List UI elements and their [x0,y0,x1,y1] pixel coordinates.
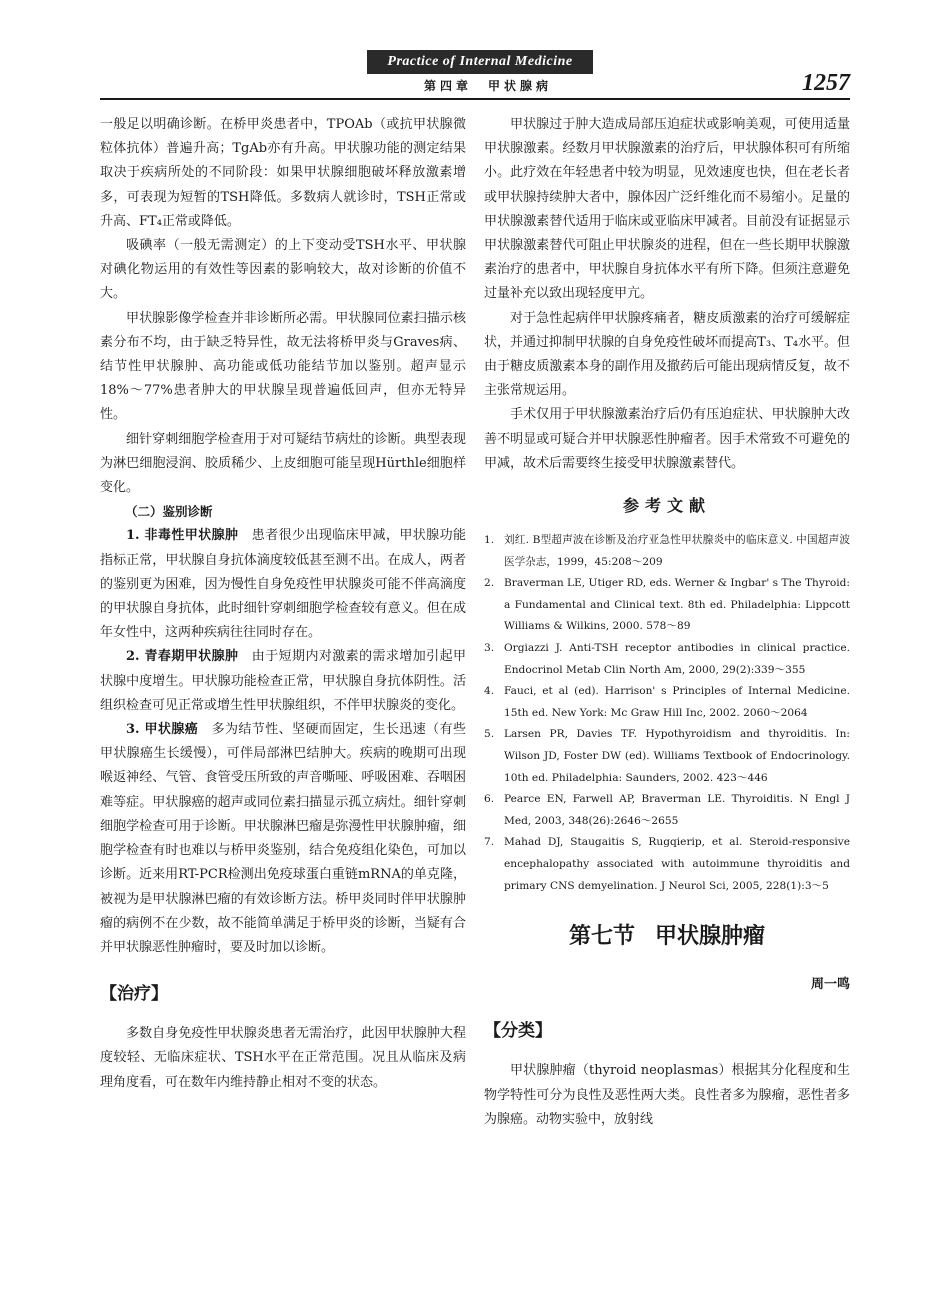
reference-item: 7. Mahad DJ, Staugaitis S, Rugqierip, et al. Steroid-responsive encephalopathy associated with autoimmune thyroiditis and primary CNS demyelination. J Neurol Sci, 2005, 228(1):3～5 [484,836,850,892]
item-title: 3. 甲状腺癌 [126,722,199,738]
diff-item-3 [100,718,466,960]
item-text: 多为结节性、坚硬而固定，生长迅速（有些甲状腺癌生长缓慢），可伴局部淋巴结肿大。疾病的晚期可出现喉返神经、气管、食管受压所致的声音嘶哑、呼吸困难、吞咽困难等症。甲状腺癌的超声或同位素扫描显示孤立病灶。细针穿刺细胞学检查可用于诊断。甲状腺淋巴瘤是弥漫性甲状腺肿瘤，细胞学检查有时也难以与桥甲炎鉴别，结合免疫组化染色，可加以诊断。近来用RT-PCR检测出免疫球蛋白重链mRNA的单克隆，被视为是甲状腺淋巴瘤的有效诊断方法。桥甲炎同时伴甲状腺肿瘤的病例不在少数，故不能简单满足于桥甲炎的诊断，当疑有合并甲状腺恶性肿瘤时，要及时加以诊断。 [100,722,466,955]
reference-item: 2. Braverman LE, Utiger RD, eds. Werner & Ingbar' s The Thyroid: a Fundamental and Clinical text. 8th ed. Philadelphia: Lippcott Williams & Wilkins, 2000. 578～89 [484,577,850,633]
item-text: 由于短期内对激素的需求增加引起甲状腺中度增生。甲状腺功能检查正常，甲状腺自身抗体阴性。活组织检查可见正常或增生性甲状腺组织，不伴甲状腺炎的变化。 [100,649,466,713]
subheading-differential: （二）鉴别诊断 [125,504,213,520]
classification-heading: 【分类】 [484,1021,552,1042]
paragraph: 吸碘率（一般无需测定）的上下变动受TSH水平、甲状腺对碘化物运用的有效性等因素的影响较大，故对诊断的价值不大。 [100,238,466,302]
journal-banner: Practice of Internal Medicine [367,50,593,74]
diff-item-2 [100,645,466,718]
references-heading: 参考文献 [622,496,711,516]
diff-item-1 [100,524,466,645]
paragraph: 多数自身免疫性甲状腺炎患者无需治疗，此因甲状腺肿大程度较轻、无临床症状、TSH水平在正常范围。况且从临床及病理角度看，可在数年内维持静止相对不变的状态。 [100,1026,466,1090]
chapter-title: 第四章 甲状腺病 [423,79,552,93]
reference-item: 3. Orgiazzi J. Anti-TSH receptor antibodies in clinical practice. Endocrinol Metab Clin North Am, 2000, 29(2):339～355 [484,642,850,676]
section-number: 第七节 [568,924,635,950]
item-title: 1. 非毒性甲状腺肿 [126,528,239,544]
treatment-heading: 【治疗】 [100,984,168,1005]
page-number: 1257 [802,70,850,96]
right-column [484,113,850,1132]
item-text: 患者很少出现临床甲减，甲状腺功能指标正常，甲状腺自身抗体滴度较低甚至测不出。在成人，两者的鉴别更为困难，因为慢性自身免疫性甲状腺炎可能不伴高滴度的甲状腺自身抗体，此时细针穿刺细胞学检查较有意义。但在成年女性中，这两种疾病往往同时存在。 [100,528,466,641]
reference-item: 5. Larsen PR, Davies TF. Hypothyroidism and thyroiditis. In: Wilson JD, Foster DW (ed). Williams Textbook of Endocrinology. 10th ed. Philadelphia: Saunders, 2002. 423～446 [484,728,850,784]
paragraph: 细针穿刺细胞学检查用于对可疑结节病灶的诊断。典型表现为淋巴细胞浸润、胶质稀少、上皮细胞可能呈现Hürthle细胞样变化。 [100,431,466,496]
paragraph: 甲状腺影像学检查并非诊断所必需。甲状腺同位素扫描示核素分布不均，由于缺乏特异性，故无法将桥甲炎与Graves病、结节性甲状腺肿、高功能或低功能结节加以鉴别。超声显示18%～77%患者肿大的甲状腺呈现普遍低回声，但亦无特异性。 [100,310,466,423]
left-column [100,113,466,1095]
paragraph: 手术仅用于甲状腺激素治疗后仍有压迫症状、甲状腺肿大改善不明显或可疑合并甲状腺恶性肿瘤者。因手术常致不可避免的甲减，故术后需要终生接受甲状腺激素替代。 [484,407,850,471]
reference-item: 4. Fauci, et al (ed). Harrison' s Principles of Internal Medicine. 15th ed. New York: Mc Graw Hill Inc, 2002. 2060～2064 [484,685,850,719]
paragraph: 一般足以明确诊断。在桥甲炎患者中，TPOAb（或抗甲状腺微粒体抗体）普遍升高；TgAb亦有升高。甲状腺功能的测定结果取决于疾病所处的不同阶段：如果甲状腺细胞破坏释放激素增多，可表现为短暂的TSH降低。多数病人就诊时，TSH正常或升高、FT₄正常或降低。 [100,117,466,229]
header-rule [100,98,850,100]
section-name: 甲状腺肿瘤 [655,924,766,950]
paragraph: 甲状腺肿瘤（thyroid neoplasmas）根据其分化程度和生物学特性可分为良性及恶性两大类。良性者多为腺瘤，恶性者多为腺癌。动物实验中，放射线 [484,1063,850,1127]
paragraph: 对于急性起病伴甲状腺疼痛者，糖皮质激素的治疗可缓解症状，并通过抑制甲状腺的自身免疫性破坏而提高T₃、T₄水平。但由于糖皮质激素本身的副作用及撤药后可能出现病情反复，故不主张常规运用。 [484,310,850,399]
item-title: 2. 青春期甲状腺肿 [126,649,239,665]
reference-item: 6. Pearce EN, Farwell AP, Braverman LE. Thyroiditis. N Engl J Med, 2003, 348(26):2646～2655 [484,793,850,827]
author: 周一鸣 [810,977,850,993]
section-title [484,921,850,953]
reference-list [484,530,850,897]
paragraph: 甲状腺过于肿大造成局部压迫症状或影响美观，可使用适量甲状腺激素。经数月甲状腺激素的治疗后，甲状腺体积可有所缩小。此疗效在年轻患者中较为明显，见效速度也快，但在老长者或甲状腺持续肿大者中，腺体因广泛纤维化而不易缩小。足量的甲状腺激素替代适用于临床或亚临床甲减者。目前没有证据显示甲状腺激素替代可阻止甲状腺炎的进程，但在一些长期甲状腺激素治疗的患者中，甲状腺自身抗体水平有所下降。但须注意避免过量补充以致出现轻度甲亢。 [484,117,850,302]
reference-item: 1. 刘红. B型超声波在诊断及治疗亚急性甲状腺炎中的临床意义. 中国超声波医学杂志，1999，45:208～209 [484,534,850,568]
